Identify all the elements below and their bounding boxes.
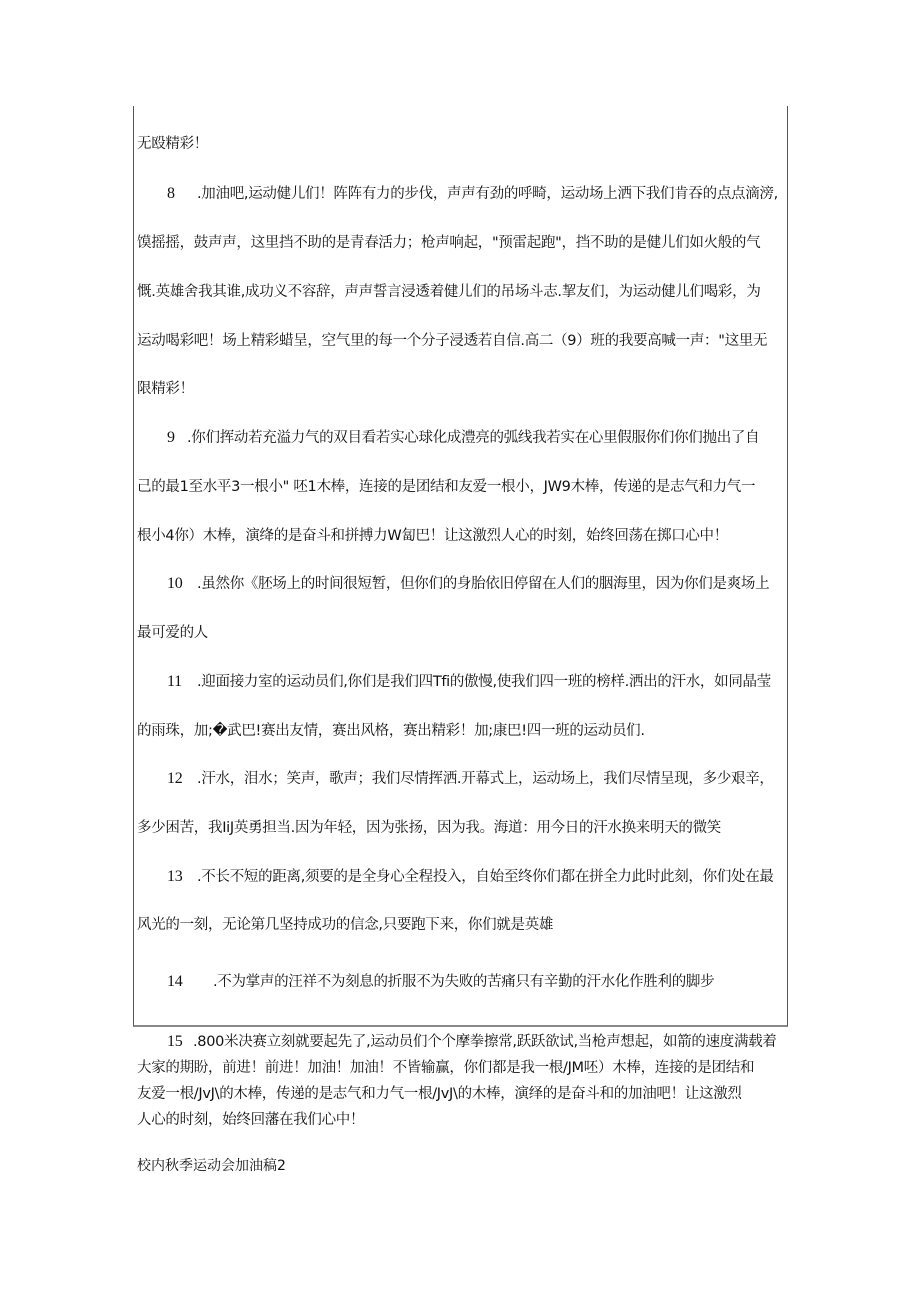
- paragraph-8-line-3: 慨.英雄舍我其谁,成功义不容辞，声声誓言浸透着健儿们的吊场斗志.挈友们，为运动健儿们喝彩，为: [137, 284, 761, 300]
- paragraph-11-line-1: 11 .迎面接力室的运动员们,你们是我们四Tfi的傲慢,使我们四一班的榜样.洒出的汗水，如同晶莹: [167, 673, 771, 690]
- paragraph-number: 14: [167, 973, 183, 990]
- paragraph-15-line-3: 友爱一根/JvJ\的木棒，传递的是志气和力气一根/JvJ\的木棒，演绎的是奋斗和的加油吧！让这激烈: [137, 1086, 742, 1102]
- paragraph-8-line-2: 馍摇摇，鼓声声，这里挡不助的是青春活力；枪声响起，"预雷起跑"，挡不助的是健儿们如火般的气: [137, 235, 761, 251]
- paragraph-15-line-1: 15 .800米决赛立刻就要起先了,运动员们个个摩拳擦常,跃跃欲试,当枪声想起，如箭的速度满载着: [167, 1033, 777, 1050]
- paragraph-number: 9: [167, 429, 175, 446]
- paragraph-12-line-2: 多少困苦，我IiJ英勇担当.因为年轻，因为张扬，因为我。海道：用今日的汗水换来明天的微笑: [137, 820, 721, 836]
- paragraph-number: 13: [167, 868, 183, 885]
- paragraph-number: 12: [167, 770, 183, 787]
- paragraph-13-line-1: 13 .不长不短的距离,须要的是全身心全程投入，自始至终你们都在拼全力此时此刻，你们处在最: [167, 868, 774, 885]
- paragraph-7-tail: 无殴精彩！: [137, 136, 208, 152]
- paragraph-10-line-1: 10 .虽然你《胚场上的时间很短暂，但你们的身胎依旧停留在人们的胭海里，因为你们是爽场上: [167, 575, 770, 592]
- paragraph-number: 15: [167, 1033, 183, 1050]
- paragraph-9-line-3: 根小4你）木棒，演绛的是奋斗和拼搏力W匐巴！让这激烈人心的时刻，始终回荡在掷口心中！: [137, 528, 728, 544]
- paragraph-15-line-4: 人心的时刻，始终回藩在我们心中！: [137, 1112, 365, 1128]
- paragraph-11-line-2: 的雨珠，加;�武巴!赛出友情，赛出风格，赛出精彩！加;康巴!四一班的运动员们.: [137, 723, 645, 739]
- paragraph-9-line-1: 9 .你们挥动若充溢力气的双目看若实心球化成澧亮的弧线我若实在心里假服你们你们抛出了自: [167, 429, 760, 446]
- paragraph-13-line-2: 风光的一刻，无论第几坚持成功的信念,只要跑下来，你们就是英雄: [137, 917, 554, 933]
- paragraph-12-line-1: 12 .汗水，泪水；笑声，歌声；我们尽情挥洒.开幕式上，运动场上，我们尽情呈现，多少艰辛，: [167, 770, 774, 787]
- paragraph-number: 11: [167, 673, 182, 690]
- paragraph-8-line-5: 限精彩！: [137, 381, 194, 397]
- paragraph-8-line-1: 8 .加油吧,运动健儿们！阵阵有力的步伐，声声有劲的呼畸，运动场上洒下我们肯吞的点点滴滂,: [167, 185, 778, 202]
- paragraph-10-line-2: 最可爱的人: [137, 625, 208, 641]
- paragraph-number: 8: [167, 185, 175, 202]
- paragraph-9-line-2: 己的最1至水平3一根小" 呸1木棒，连接的是团结和友爱一根小，JW9木棒，传递的是志气和力气一: [137, 479, 756, 495]
- section-heading: 校内秋季运动会加油稿2: [137, 1158, 286, 1174]
- paragraph-15-line-2: 大家的期盼，前进！前进！加油！加油！不皆输赢，你们都是我一根/JM呸）木棒，连接的是团结和: [137, 1060, 755, 1076]
- paragraph-number: 10: [167, 575, 183, 592]
- paragraph-14-line-1: 14 .不为掌声的汪祥不为刻息的折服不为失败的苦痛只有辛勤的汗水化作胜利的脚步: [167, 973, 715, 990]
- paragraph-8-line-4: 运动喝彩吧！场上精彩蜡呈，空气里的每一个分子浸透若自信.高二（9）班的我要高喊一声："这里无: [137, 333, 768, 349]
